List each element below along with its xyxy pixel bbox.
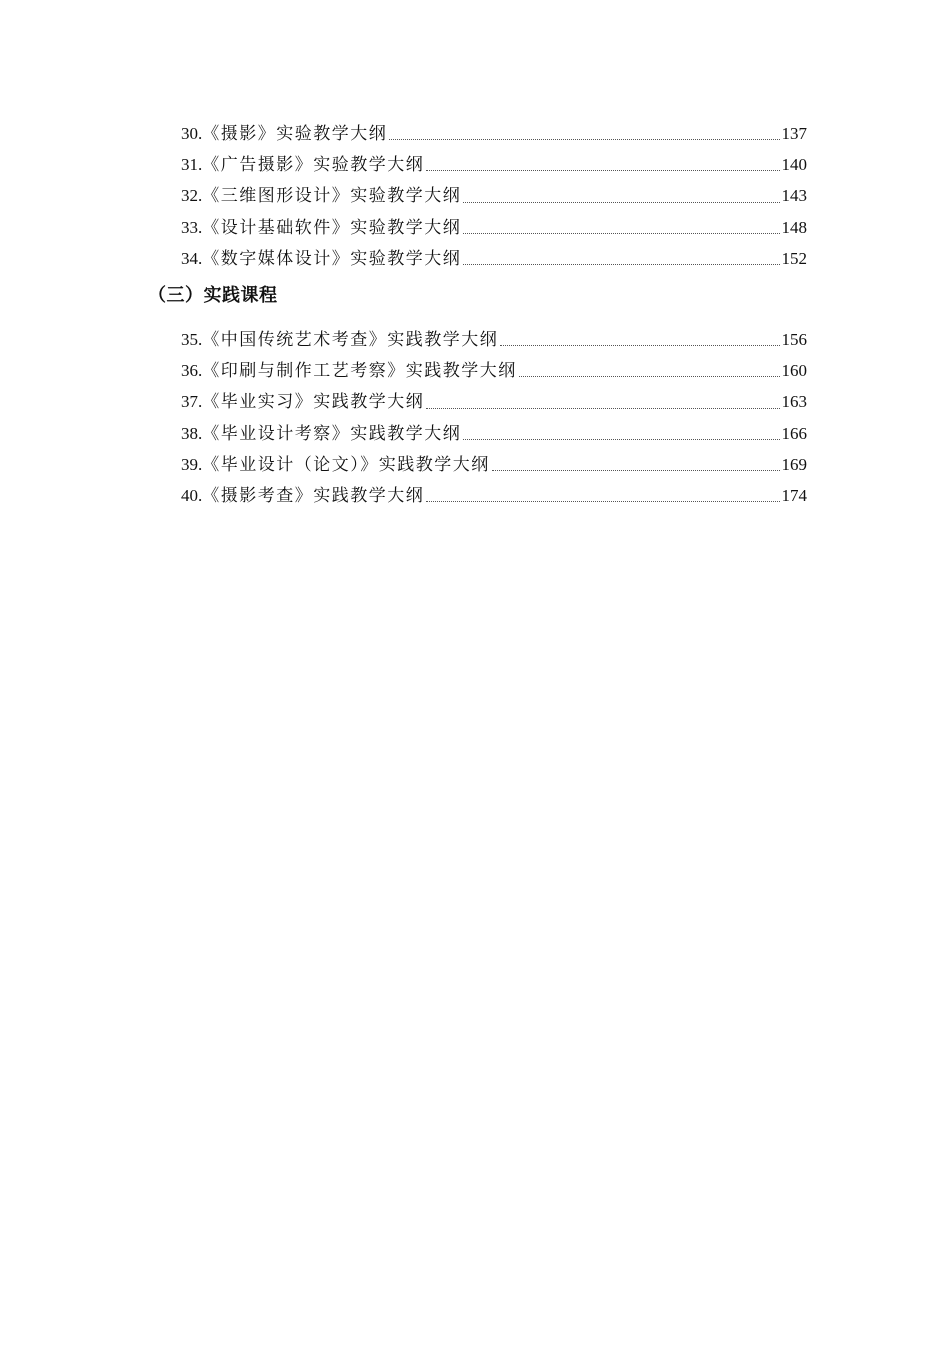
toc-entry-title: 《广告摄影》实验教学大纲 <box>202 155 425 176</box>
toc-entry[interactable] <box>181 355 807 386</box>
toc-entry-page: 174 <box>781 485 807 505</box>
toc-entry[interactable] <box>181 243 807 274</box>
toc-entry-title: 《中国传统艺术考查》实践教学大纲 <box>202 330 499 350</box>
dot-leader <box>463 439 779 440</box>
toc-entry-title: 《摄影考查》实践教学大纲 <box>202 485 425 506</box>
toc-entry-title: 《三维图形设计》实验教学大纲 <box>202 186 462 207</box>
toc-entry-page: 156 <box>781 330 807 349</box>
toc-entry-title: 《摄影》实验教学大纲 <box>202 124 388 144</box>
experiment-syllabus-list <box>181 118 807 274</box>
dot-leader <box>426 170 779 171</box>
toc-entry-page: 166 <box>781 423 807 443</box>
toc-entry-title: 《毕业设计（论文）》实践教学大纲 <box>202 454 490 475</box>
toc-entry-number: 34. <box>181 248 203 268</box>
toc-entry-number: 31. <box>181 155 203 175</box>
toc-entry-page: 148 <box>781 217 807 237</box>
dot-leader <box>519 376 780 377</box>
dot-leader <box>463 264 779 265</box>
toc-entry[interactable] <box>181 149 807 180</box>
toc-entry-page: 152 <box>781 248 807 268</box>
toc-entry-number: 33. <box>181 217 203 237</box>
toc-entry-title: 《印刷与制作工艺考察》实践教学大纲 <box>202 361 517 382</box>
toc-entry-number: 35. <box>181 330 203 349</box>
toc-entry-number: 36. <box>181 361 203 381</box>
toc-entry-number: 30. <box>181 124 203 143</box>
toc-entry[interactable] <box>181 118 807 149</box>
dot-leader <box>463 202 779 203</box>
dot-leader <box>492 470 780 471</box>
toc-entry[interactable] <box>181 386 807 417</box>
toc-entry-number: 38. <box>181 423 203 443</box>
toc-entry[interactable] <box>181 449 807 480</box>
toc-entry[interactable] <box>181 212 807 243</box>
dot-leader <box>426 408 779 409</box>
dot-leader <box>500 345 779 346</box>
toc-entry[interactable] <box>181 324 807 355</box>
dot-leader <box>463 233 779 234</box>
toc-entry-page: 163 <box>781 392 807 412</box>
toc-entry-page: 160 <box>781 361 807 381</box>
practice-syllabus-list <box>181 324 807 511</box>
toc-entry-number: 32. <box>181 186 203 206</box>
dot-leader <box>426 501 779 502</box>
toc-entry[interactable] <box>181 418 807 449</box>
dot-leader <box>389 139 779 140</box>
toc-entry-title: 《数字媒体设计》实验教学大纲 <box>202 248 462 269</box>
toc-entry-page: 143 <box>781 186 807 206</box>
toc-entry-page: 140 <box>781 155 807 175</box>
toc-entry-number: 40. <box>181 485 203 505</box>
toc-entry[interactable] <box>181 480 807 511</box>
toc-entry-page: 137 <box>781 124 807 143</box>
toc-entry-title: 《毕业实习》实践教学大纲 <box>202 392 425 413</box>
section-heading-practice-courses[interactable]: （三）实践课程 <box>148 285 278 306</box>
toc-entry[interactable] <box>181 180 807 211</box>
toc-entry-page: 169 <box>781 454 807 474</box>
toc-entry-number: 39. <box>181 454 203 474</box>
toc-entry-title: 《毕业设计考察》实践教学大纲 <box>202 423 462 444</box>
toc-entry-title: 《设计基础软件》实验教学大纲 <box>202 217 462 238</box>
toc-entry-number: 37. <box>181 392 203 412</box>
